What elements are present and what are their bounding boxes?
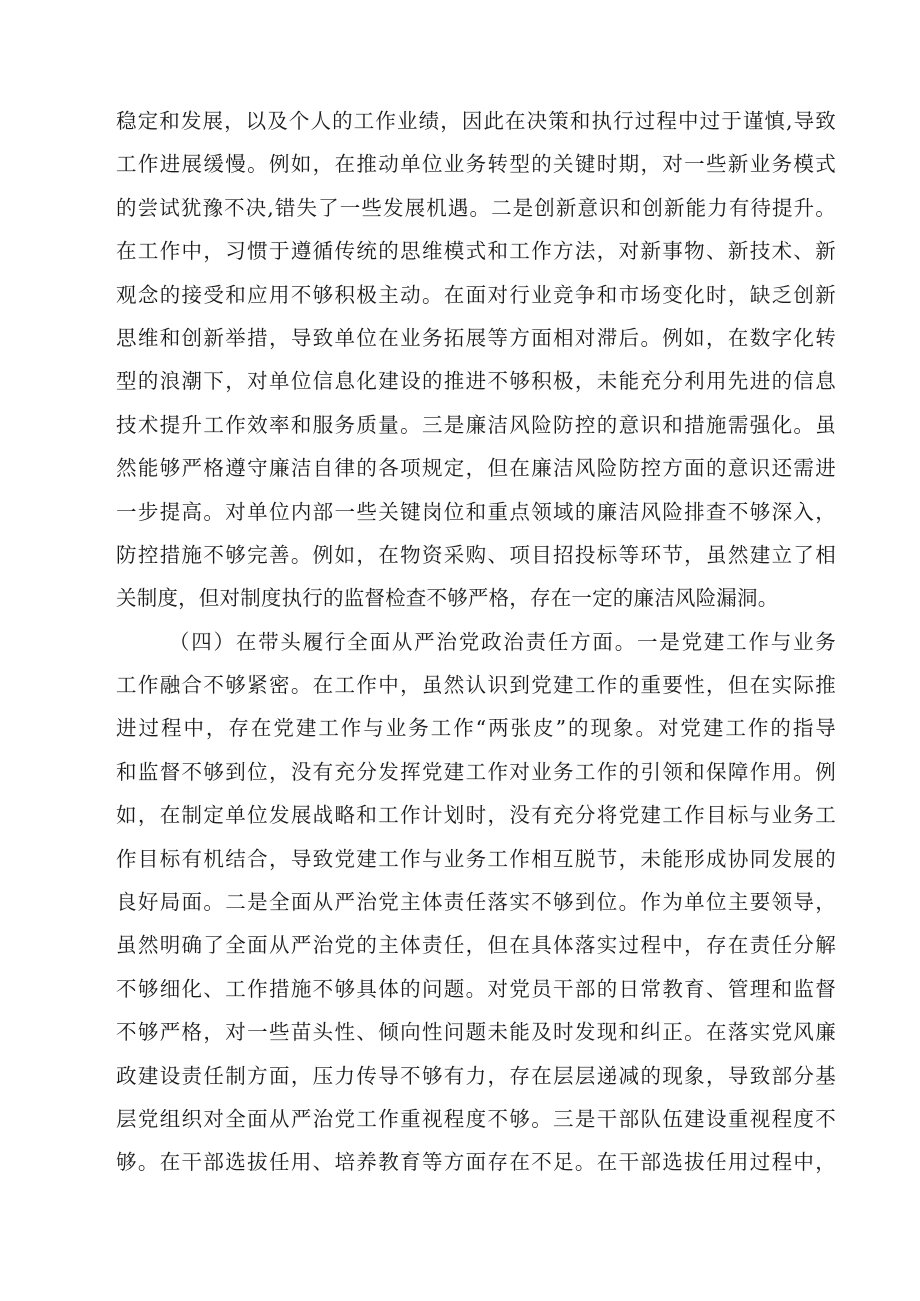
text-line: 和监督不够到位，没有充分发挥党建工作对业务工作的引领和保障作用。例 — [116, 759, 836, 784]
text-line: 然能够严格遵守廉洁自律的各项规定，但在廉洁风险防控方面的意识还需进 — [116, 456, 836, 481]
text-line: 作目标有机结合，导致党建工作与业务工作相互脱节，未能形成协同发展的 — [116, 846, 836, 871]
text-line: 层党组织对全面从严治党工作重视程度不够。三是干部队伍建设重视程度不 — [116, 1106, 836, 1131]
text-line: 一步提高。对单位内部一些关键岗位和重点领域的廉洁风险排查不够深入， — [116, 499, 836, 524]
text-line: 型的浪潮下，对单位信息化建设的推进不够积极，未能充分利用先进的信息 — [116, 369, 836, 394]
text-line: 进过程中，存在党建工作与业务工作“两张皮”的现象。对党建工作的指导 — [116, 716, 836, 741]
text-line: 不够细化、工作措施不够具体的问题。对党员干部的日常教育、管理和监督 — [116, 976, 836, 1001]
text-line: 虽然明确了全面从严治党的主体责任，但在具体落实过程中，存在责任分解 — [116, 933, 836, 958]
text-line-paragraph-end: 关制度，但对制度执行的监督检查不够严格，存在一定的廉洁风险漏洞。 — [116, 586, 779, 611]
text-line: 工作进展缓慢。例如，在推动单位业务转型的关键时期，对一些新业务模式 — [116, 152, 836, 177]
section-heading-line: （四）在带头履行全面从严治党政治责任方面。一是党建工作与业务 — [169, 629, 836, 654]
text-line: 在工作中，习惯于遵循传统的思维模式和工作方法，对新事物、新技术、新 — [116, 239, 836, 264]
text-line: 的尝试犹豫不决,错失了一些发展机遇。二是创新意识和创新能力有待提升。 — [116, 195, 836, 220]
document-body — [116, 100, 836, 1185]
text-line: 观念的接受和应用不够积极主动。在面对行业竞争和市场变化时，缺乏创新 — [116, 282, 836, 307]
text-line: 思维和创新举措，导致单位在业务拓展等方面相对滞后。例如，在数字化转 — [116, 325, 836, 350]
text-line: 政建设责任制方面，压力传导不够有力，存在层层递减的现象，导致部分基 — [116, 1063, 836, 1088]
text-line: 防控措施不够完善。例如，在物资采购、项目招投标等环节，虽然建立了相 — [116, 542, 836, 567]
text-line: 工作融合不够紧密。在工作中，虽然认识到党建工作的重要性，但在实际推 — [116, 673, 836, 698]
text-line: 不够严格，对一些苗头性、倾向性问题未能及时发现和纠正。在落实党风廉 — [116, 1020, 836, 1045]
text-line: 如，在制定单位发展战略和工作计划时，没有充分将党建工作目标与业务工 — [116, 803, 836, 828]
text-line: 技术提升工作效率和服务质量。三是廉洁风险防控的意识和措施需强化。虽 — [116, 412, 836, 437]
text-line: 稳定和发展，以及个人的工作业绩，因此在决策和执行过程中过于谨慎,导致 — [116, 109, 836, 133]
text-line: 良好局面。二是全面从严治党主体责任落实不够到位。作为单位主要领导， — [116, 890, 836, 915]
text-line: 够。在干部选拔任用、培养教育等方面存在不足。在干部选拔任用过程中， — [116, 1150, 836, 1175]
